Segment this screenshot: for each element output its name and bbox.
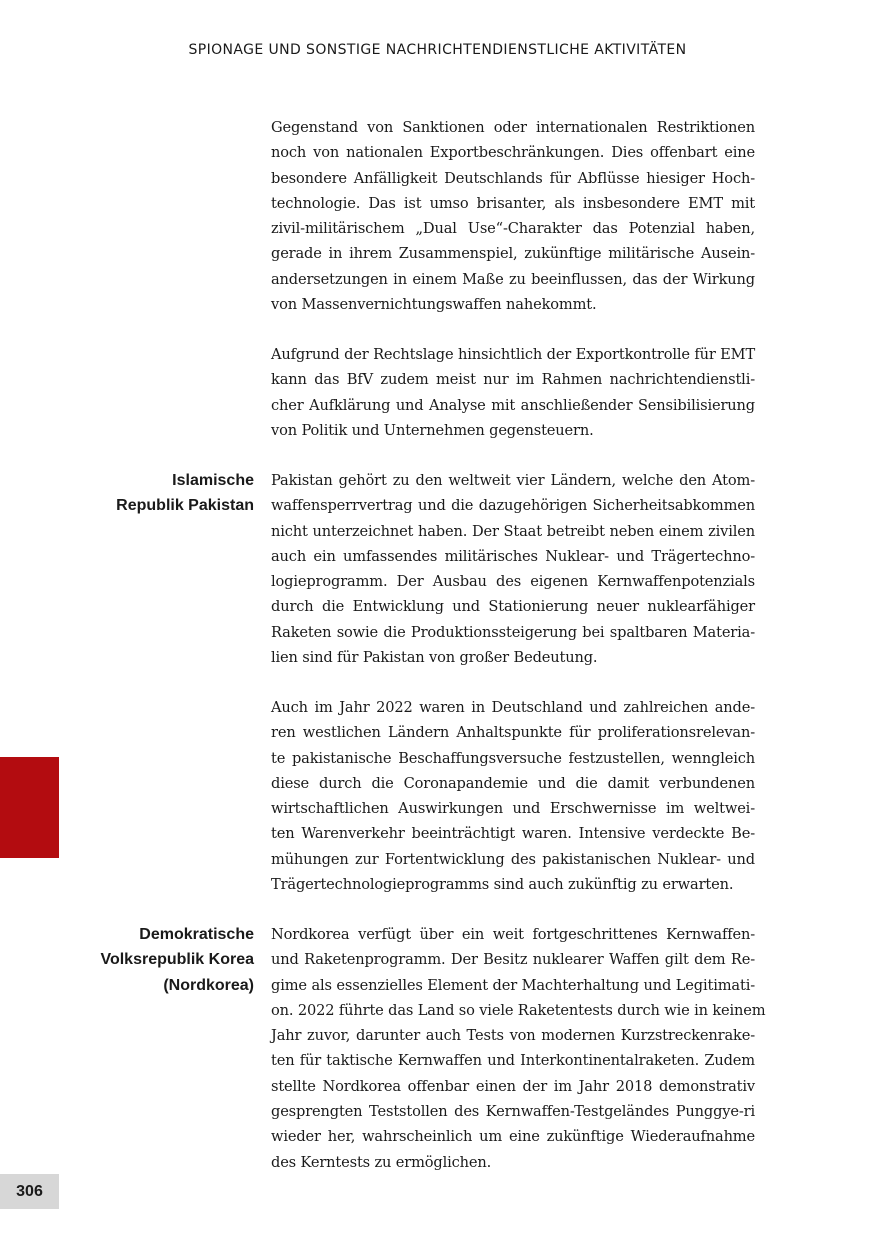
text-line: Jahr zuvor, darunter auch Tests von modernen Kurzstreckenrake-	[271, 1027, 755, 1045]
side-label-pakistan	[54, 468, 254, 519]
text-line: wirtschaftlichen Auswirkungen und Erschwernisse im weltwei-	[271, 800, 755, 818]
text-line: Raketen sowie die Produktionssteigerung bei spaltbaren Materia-	[271, 623, 755, 641]
chapter-tab-marker	[0, 757, 59, 858]
text-line: Auch im Jahr 2022 waren in Deutschland und zahlreichen ande-	[271, 699, 755, 716]
side-label-line: Islamische	[172, 472, 254, 489]
text-line: besondere Anfälligkeit Deutschlands für Abflüsse hiesiger Hoch-	[271, 169, 755, 187]
text-line: on. 2022 führte das Land so viele Raketentests durch wie in keinem	[271, 1001, 766, 1019]
text-line: und Raketenprogramm. Der Besitz nuklearer Waffen gilt dem Re-	[271, 951, 755, 969]
side-label-line: (Nordkorea)	[163, 976, 254, 994]
side-label-line: Demokratische	[139, 926, 254, 943]
text-line: cher Aufklärung und Analyse mit anschließender Sensibilisierung	[271, 396, 755, 414]
text-line: auch ein umfassendes militärisches Nuklear- und Trägertechno-	[271, 547, 755, 565]
text-line: noch von nationalen Exportbeschränkungen. Dies offenbart eine	[271, 144, 755, 162]
text-line: ren westlichen Ländern Anhaltspunkte für proliferationsrelevan-	[271, 724, 755, 742]
paragraph-pakistan-nuclear	[271, 468, 755, 670]
text-line: kann das BfV zudem meist nur im Rahmen nachrichtendienstli-	[271, 371, 755, 389]
text-line: Aufgrund der Rechtslage hinsichtlich der Exportkontrolle für EMT	[271, 346, 756, 363]
text-line: stellte Nordkorea offenbar einen der im Jahr 2018 demonstrativ	[271, 1077, 755, 1095]
side-label-nordkorea	[54, 922, 254, 998]
text-line: wieder her, wahrscheinlich um eine zukünftige Wiederaufnahme	[271, 1128, 755, 1146]
text-line: nicht unterzeichnet haben. Der Staat betreibt neben einem zivilen	[271, 522, 755, 540]
text-line: von Politik und Unternehmen gegensteuern.	[271, 421, 594, 439]
side-label-line: Volksrepublik Korea	[100, 951, 254, 969]
text-line: gerade in ihrem Zusammenspiel, zukünftige militärische Ausein-	[271, 245, 755, 263]
text-line: technologie. Das ist umso brisanter, als insbesondere EMT mit	[271, 194, 755, 212]
text-line: gime als essenzielles Element der Machterhaltung und Legitimati-	[271, 976, 755, 994]
text-line: durch die Entwicklung und Stationierung neuer nuklearfähiger	[271, 598, 755, 616]
text-line: des Kerntests zu ermöglichen.	[271, 1153, 492, 1171]
paragraph-bfv-countermeasures	[271, 342, 755, 443]
side-label-line: Republik Pakistan	[116, 497, 254, 515]
text-line: ten für taktische Kernwaffen und Interkontinentalraketen. Zudem	[271, 1052, 755, 1070]
text-line: zivil-militärischem „Dual Use“-Charakter das Potenzial haben,	[271, 220, 755, 238]
text-line: andersetzungen in einem Maße zu beeinflussen, das der Wirkung	[271, 270, 755, 288]
text-line: waffensperrvertrag und die dazugehörigen Sicherheitsabkommen	[271, 497, 755, 515]
paragraph-export-restrictions	[271, 115, 755, 317]
text-line: gesprengten Teststollen des Kernwaffen-Testgeländes Punggye-ri	[271, 1103, 755, 1121]
text-line: Pakistan gehört zu den weltweit vier Ländern, welche den Atom-	[271, 472, 755, 489]
text-line: diese durch die Coronapandemie und die damit verbundenen	[271, 774, 755, 792]
text-line: Nordkorea verfügt über ein weit fortgeschrittenes Kernwaffen-	[271, 926, 755, 943]
text-line: Gegenstand von Sanktionen oder internationalen Restriktionen	[271, 119, 755, 136]
paragraph-pakistan-procurement	[271, 695, 755, 897]
text-line: logieprogramm. Der Ausbau des eigenen Kernwaffenpotenzials	[271, 573, 755, 591]
text-line: ten Warenverkehr beeinträchtigt waren. Intensive verdeckte Be-	[271, 825, 755, 843]
text-line: lien sind für Pakistan von großer Bedeutung.	[271, 649, 598, 667]
text-line: Trägertechnologieprogramms sind auch zukünftig zu erwarten.	[271, 876, 734, 894]
text-line: von Massenvernichtungswaffen nahekommt.	[271, 296, 597, 314]
running-header: SPIONAGE UND SONSTIGE NACHRICHTENDIENSTLICHE AKTIVITÄTEN	[188, 42, 687, 58]
paragraph-nordkorea-nuclear	[271, 922, 766, 1175]
text-line: mühungen zur Fortentwicklung des pakistanischen Nuklear- und	[271, 850, 755, 868]
text-line: te pakistanische Beschaffungsversuche festzustellen, wenngleich	[271, 749, 755, 767]
page-number: 306	[0, 1174, 59, 1209]
